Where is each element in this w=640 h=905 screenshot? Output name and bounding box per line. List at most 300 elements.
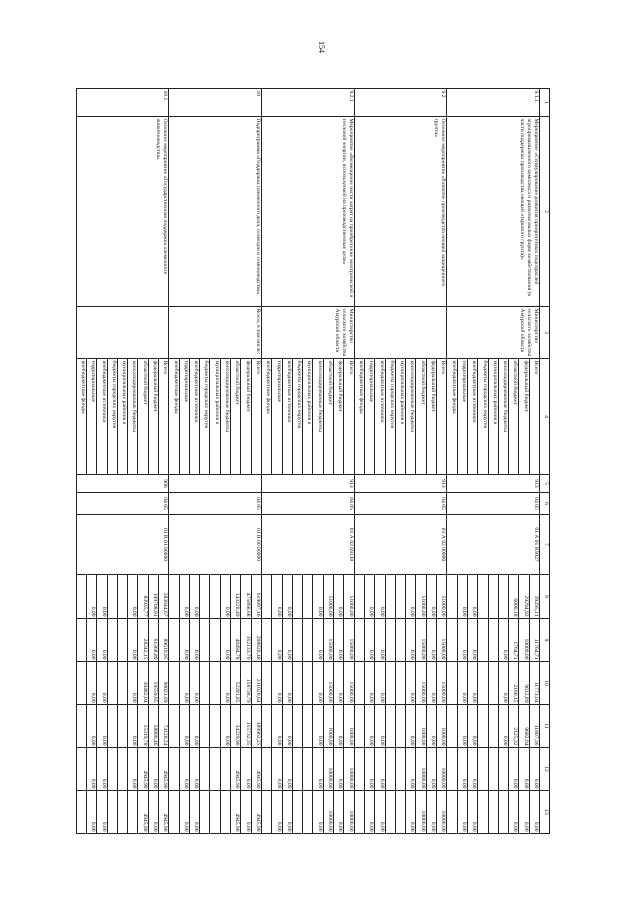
amount-cell: 0,00 [189, 662, 199, 705]
funding-source: областной бюджет [231, 359, 241, 475]
amount-cell: 211020,64 [251, 662, 261, 705]
amount-cell: 619097,16 [251, 575, 261, 619]
item-name: Основное мероприятие «Развитие производства овощей защищенного грунта» [354, 117, 447, 307]
amount-cell [447, 575, 457, 619]
amount-cell: 4945,90 [138, 748, 148, 791]
amount-cell: 0,00 [179, 662, 189, 705]
amount-cell: 74120,24 [159, 705, 169, 748]
funding-source: федеральный бюджет [241, 359, 251, 475]
amount-cell: 0,00 [86, 748, 96, 791]
col-header: 10 [540, 662, 550, 705]
amount-cell: 51000,00 [344, 575, 354, 619]
amount-cell [354, 748, 364, 791]
amount-cell: 2125,32 [509, 705, 519, 748]
amount-cell: 0,00 [426, 705, 436, 748]
amount-cell [447, 619, 457, 662]
amount-cell [292, 575, 302, 619]
amount-cell [385, 662, 395, 705]
amount-cell: 1000,00 [344, 705, 354, 748]
amount-cell [261, 575, 271, 619]
amount-cell [498, 791, 508, 834]
amount-cell: 0,00 [498, 619, 508, 662]
amount-cell: 0,00 [282, 619, 292, 662]
amount-cell: 0,00 [509, 748, 519, 791]
col-header: 8 [540, 575, 550, 619]
column-number-row [540, 89, 550, 834]
amount-cell: 0,00 [457, 575, 467, 619]
amount-cell: 0,00 [97, 662, 107, 705]
amount-cell: 61368,80 [148, 619, 158, 662]
amount-cell: 0,00 [282, 748, 292, 791]
amount-cell [395, 662, 405, 705]
amount-cell [210, 791, 220, 834]
amount-cell [478, 748, 488, 791]
amount-cell [488, 748, 498, 791]
amount-cell: 0,00 [272, 575, 282, 619]
col-header: 5 [540, 475, 550, 493]
amount-cell [354, 662, 364, 705]
amount-cell [385, 575, 395, 619]
amount-cell [447, 662, 457, 705]
funding-source: федеральный бюджет [148, 359, 158, 475]
amount-cell [395, 705, 405, 748]
funding-source: федеральный бюджет [519, 359, 529, 475]
amount-cell: 0,00 [334, 619, 344, 662]
amount-cell: 0,00 [189, 619, 199, 662]
item-name: Мероприятие «Возмещение части затрат на приобретение электрической и тепловой энергии, используемой на производственные цели» [261, 117, 354, 307]
funding-source: бюджеты городских округов [292, 359, 302, 475]
amount-cell: 9612,89 [519, 662, 529, 705]
amount-cell: 0,00 [529, 748, 539, 791]
amount-cell: 28242,15 [138, 619, 148, 662]
amount-cell [498, 575, 508, 619]
col-header: 13 [540, 791, 550, 834]
col-header: 6 [540, 493, 550, 515]
amount-cell: 0,00 [220, 619, 230, 662]
funding-source: областной бюджет [138, 359, 148, 475]
amount-cell [447, 705, 457, 748]
amount-cell [488, 575, 498, 619]
amount-cell: 0,00 [406, 619, 416, 662]
amount-cell [478, 662, 488, 705]
amount-cell [76, 705, 86, 748]
amount-cell [107, 575, 117, 619]
amount-cell: 0,00 [313, 705, 323, 748]
grbs-code: 913 [261, 475, 354, 493]
funding-source: консолидированные бюджеты [498, 359, 508, 475]
amount-cell: 10000,00 [416, 748, 426, 791]
funding-source: территориальные [86, 359, 96, 475]
amount-cell [128, 791, 138, 834]
executor: Всего, в том числе: [169, 307, 262, 359]
amount-cell: 0,00 [467, 575, 477, 619]
amount-cell: 162133,70 [241, 619, 251, 662]
amount-cell [200, 705, 210, 748]
amount-cell: 0,00 [498, 662, 508, 705]
amount-cell: 39295,11 [529, 575, 539, 619]
executor: Министерство сельского хозяйства Амурской области [447, 307, 540, 359]
amount-cell [261, 619, 271, 662]
amount-cell: 1000,00 [416, 705, 426, 748]
amount-cell [117, 748, 127, 791]
amount-cell: 2160,15 [509, 662, 519, 705]
amount-cell: 0,00 [364, 748, 374, 791]
rotated-table-frame [79, 88, 550, 833]
amount-cell: 1000,00 [437, 705, 447, 748]
amount-cell [210, 662, 220, 705]
amount-cell: 51000,00 [437, 575, 447, 619]
amount-cell: 0,00 [220, 662, 230, 705]
funding-source: Всего [159, 359, 169, 475]
col-header: 1 [540, 89, 550, 117]
amount-cell [488, 662, 498, 705]
amount-cell: 83935,77 [138, 575, 148, 619]
amount-cell [107, 619, 117, 662]
amount-cell: 4945,90 [251, 748, 261, 791]
funding-source: консолидированные бюджеты [406, 359, 416, 475]
amount-cell: 0,00 [457, 748, 467, 791]
funding-source: Всего [344, 359, 354, 475]
rzpr-code: 04 05 [447, 493, 540, 515]
amount-cell: 0,00 [406, 705, 416, 748]
amount-cell: 0,00 [97, 791, 107, 834]
amount-cell: 0,00 [457, 619, 467, 662]
amount-cell: 0,00 [334, 662, 344, 705]
amount-cell: 0,00 [467, 662, 477, 705]
amount-cell [303, 575, 313, 619]
amount-cell: 0,00 [313, 575, 323, 619]
amount-cell: 90021,69 [159, 662, 169, 705]
amount-cell: 0,00 [97, 705, 107, 748]
budget-table-sheet [79, 88, 550, 833]
amount-cell [107, 791, 117, 834]
col-header: 11 [540, 705, 550, 748]
funding-source: консолидированные бюджеты [220, 359, 230, 475]
funding-source: муниципальных районов и [210, 359, 220, 475]
funding-source: внебюджетные источники [467, 359, 477, 475]
grbs-code: 906 [76, 475, 169, 493]
csr-code: 01 А 01 R5027 [447, 515, 540, 575]
amount-cell [261, 748, 271, 791]
rzpr-code: 04 05 [76, 493, 169, 515]
amount-cell: 0,00 [272, 662, 282, 705]
amount-cell: 0,00 [97, 619, 107, 662]
amount-cell: 34229,90 [231, 705, 241, 748]
amount-cell: 0,00 [313, 791, 323, 834]
amount-cell [385, 705, 395, 748]
amount-cell [354, 575, 364, 619]
funding-source: территориальные [179, 359, 189, 475]
amount-cell: 0,00 [406, 748, 416, 791]
amount-cell: 0,00 [364, 575, 374, 619]
amount-cell [107, 662, 117, 705]
amount-cell: 10000,00 [323, 748, 333, 791]
amount-cell: 0,00 [364, 791, 374, 834]
amount-cell: 0,00 [426, 791, 436, 834]
amount-cell: 0,00 [128, 662, 138, 705]
amount-cell [200, 748, 210, 791]
amount-cell [395, 748, 405, 791]
amount-cell: 0,00 [179, 575, 189, 619]
amount-cell [354, 705, 364, 748]
table-row [529, 89, 539, 834]
amount-cell: 189962,25 [251, 705, 261, 748]
amount-cell: 0,00 [282, 791, 292, 834]
csr-code: 01 А 02 69130 [261, 515, 354, 575]
amount-cell [76, 748, 86, 791]
amount-cell: 0,00 [189, 748, 199, 791]
amount-cell: 0,00 [467, 748, 477, 791]
amount-cell: 0,00 [128, 575, 138, 619]
amount-cell [107, 748, 117, 791]
table-row [159, 89, 169, 834]
amount-cell: 10000,00 [323, 791, 333, 834]
grbs-code: 913 [354, 475, 447, 493]
amount-cell: 0,00 [128, 705, 138, 748]
col-header: 4 [540, 359, 550, 475]
amount-cell: 158738,79 [241, 662, 251, 705]
amount-cell: 4945,90 [138, 791, 148, 834]
amount-cell [169, 748, 179, 791]
amount-cell: 29294,93 [519, 575, 529, 619]
amount-cell: 0,00 [128, 748, 138, 791]
item-name: Мероприятие «Стимулирование развития приоритетных подотраслей агропромышленного комплекса и развития малых форм хозяйствования (в части поддержки производства овощей открытого грунта)» [447, 117, 540, 307]
amount-cell: 89610,95 [159, 619, 169, 662]
amount-cell: 0,00 [519, 748, 529, 791]
col-header: 7 [540, 515, 550, 575]
funding-source: внебюджетные фонды [354, 359, 364, 475]
amount-cell [169, 705, 179, 748]
amount-cell: 0,00 [189, 791, 199, 834]
funding-source: федеральный бюджет [334, 359, 344, 475]
item-name: Основное мероприятие «Государственная поддержка племенного животноводства» [76, 117, 169, 307]
amount-cell: 15000,00 [344, 619, 354, 662]
amount-cell: 0,00 [148, 791, 158, 834]
amount-cell [292, 619, 302, 662]
amount-cell: 0,00 [498, 705, 508, 748]
table-row [437, 89, 447, 834]
amount-cell: 0,00 [467, 705, 477, 748]
amount-cell: 10000,00 [344, 791, 354, 834]
funding-source: Всего [251, 359, 261, 475]
executor: Министерство сельского хозяйства Амурской области [261, 307, 354, 359]
funding-source: внебюджетные фонды [261, 359, 271, 475]
amount-cell: 0,00 [457, 705, 467, 748]
amount-cell [76, 791, 86, 834]
amount-cell: 0,00 [179, 619, 189, 662]
amount-cell: 0,00 [375, 791, 385, 834]
funding-source: консолидированные бюджеты [313, 359, 323, 475]
amount-cell [303, 662, 313, 705]
rzpr-code: 04 05 [169, 493, 262, 515]
amount-cell: 46494,78 [231, 619, 241, 662]
amount-cell: 0,00 [179, 705, 189, 748]
item-number: 9.2.1 [261, 89, 354, 117]
amount-cell: 0,00 [86, 662, 96, 705]
page-number: 154 [317, 41, 326, 53]
amount-cell [447, 791, 457, 834]
amount-cell [200, 575, 210, 619]
funding-source: Всего [437, 359, 447, 475]
amount-cell: 0,00 [86, 575, 96, 619]
amount-cell: 15000,00 [323, 619, 333, 662]
funding-source: муниципальных районов и [117, 359, 127, 475]
amount-cell: 0,00 [86, 791, 96, 834]
amount-cell [292, 748, 302, 791]
funding-source: внебюджетные фонды [169, 359, 179, 475]
amount-cell: 0,00 [364, 705, 374, 748]
amount-cell [303, 791, 313, 834]
amount-cell: 0,00 [467, 619, 477, 662]
grbs-code [169, 475, 262, 493]
amount-cell: 0,00 [457, 791, 467, 834]
funding-source: федеральный бюджет [426, 359, 436, 475]
amount-cell: 0,00 [406, 791, 416, 834]
amount-cell [303, 705, 313, 748]
amount-cell: 0,00 [189, 705, 199, 748]
amount-cell: 0,00 [272, 619, 282, 662]
funding-source: территориальные [272, 359, 282, 475]
amount-cell [210, 748, 220, 791]
amount-cell: 0,00 [179, 748, 189, 791]
amount-cell: 11764,71 [529, 619, 539, 662]
amount-cell [303, 748, 313, 791]
amount-cell: 0,00 [128, 619, 138, 662]
funding-source: консолидированные бюджеты [128, 359, 138, 475]
amount-cell [488, 619, 498, 662]
col-header: 3 [540, 307, 550, 359]
amount-cell: 4945,90 [159, 791, 169, 834]
amount-cell: 0,00 [529, 791, 539, 834]
budget-table [76, 88, 550, 834]
amount-cell: 51000,00 [416, 575, 426, 619]
amount-cell: 0,00 [179, 791, 189, 834]
col-header: 12 [540, 748, 550, 791]
amount-cell [210, 575, 220, 619]
funding-source: территориальные [364, 359, 374, 475]
amount-cell [76, 662, 86, 705]
amount-cell [292, 662, 302, 705]
amount-cell [292, 791, 302, 834]
amount-cell [210, 705, 220, 748]
amount-cell: 475868,68 [241, 575, 251, 619]
amount-cell: 6000,18 [509, 575, 519, 619]
csr-code: 01 В 00 00000 [169, 515, 262, 575]
funding-source: муниципальных районов и [303, 359, 313, 475]
amount-cell [76, 575, 86, 619]
amount-cell: 15319,78 [138, 705, 148, 748]
amount-cell: 0,00 [272, 791, 282, 834]
col-header: 9 [540, 619, 550, 662]
amount-cell: 0,00 [86, 705, 96, 748]
amount-cell [200, 619, 210, 662]
amount-cell: 58800,46 [148, 705, 158, 748]
amount-cell: 51000,00 [323, 575, 333, 619]
amount-cell [488, 791, 498, 834]
amount-cell [395, 791, 405, 834]
amount-cell: 10000,00 [344, 748, 354, 791]
amount-cell: 0,00 [97, 748, 107, 791]
csr-code: 01 В 01 00000 [76, 515, 169, 575]
amount-cell: 0,00 [426, 662, 436, 705]
amount-cell: 0,00 [313, 619, 323, 662]
item-number: 10 [169, 89, 262, 117]
amount-cell: 30482,04 [138, 662, 148, 705]
amount-cell: 59559,65 [148, 662, 158, 705]
amount-cell: 0,00 [467, 791, 477, 834]
amount-cell: 0,00 [334, 791, 344, 834]
amount-cell: 15000,00 [437, 619, 447, 662]
funding-source: внебюджетные источники [97, 359, 107, 475]
amount-cell: 0,00 [426, 748, 436, 791]
amount-cell [385, 619, 395, 662]
funding-source: внебюджетные источники [375, 359, 385, 475]
amount-cell: 0,00 [375, 619, 385, 662]
amount-cell [303, 619, 313, 662]
amount-cell: 0,00 [375, 575, 385, 619]
table-row [251, 89, 261, 834]
amount-cell: 0,00 [334, 705, 344, 748]
amount-cell: 15000,00 [323, 662, 333, 705]
csr-code: 01 А 02 00000 [354, 515, 447, 575]
amount-cell: 10000,00 [437, 748, 447, 791]
amount-cell: 52281,85 [231, 662, 241, 705]
amount-cell [385, 748, 395, 791]
amount-cell: 143228,49 [231, 575, 241, 619]
amount-cell: 0,00 [148, 748, 158, 791]
amount-cell: 15000,00 [437, 662, 447, 705]
amount-cell: 15000,00 [416, 662, 426, 705]
table-row [344, 89, 354, 834]
amount-cell [117, 791, 127, 834]
amount-cell: 283644,67 [159, 575, 169, 619]
amount-cell: 0,00 [241, 791, 251, 834]
amount-cell: 10000,00 [416, 791, 426, 834]
funding-source: бюджеты городских округов [385, 359, 395, 475]
amount-cell [169, 791, 179, 834]
amount-cell [220, 748, 230, 791]
col-header: 2 [540, 117, 550, 307]
amount-cell: 0,00 [364, 662, 374, 705]
amount-cell [261, 705, 271, 748]
amount-cell [498, 748, 508, 791]
amount-cell [447, 748, 457, 791]
amount-cell [354, 791, 364, 834]
amount-cell [261, 791, 271, 834]
amount-cell: 15000,00 [416, 619, 426, 662]
amount-cell: 0,00 [189, 575, 199, 619]
amount-cell: 4945,90 [251, 791, 261, 834]
amount-cell: 0,00 [282, 662, 292, 705]
funding-source: Всего [529, 359, 539, 475]
amount-cell: 199708,91 [148, 575, 158, 619]
funding-source: бюджеты городских округов [478, 359, 488, 475]
funding-source: муниципальных районов и [488, 359, 498, 475]
amount-cell [488, 705, 498, 748]
amount-cell: 0,00 [313, 748, 323, 791]
rzpr-code: 04 05 [354, 493, 447, 515]
funding-source: внебюджетные источники [189, 359, 199, 475]
amount-cell: 0,00 [334, 575, 344, 619]
amount-cell: 0,00 [375, 748, 385, 791]
amount-cell [169, 662, 179, 705]
amount-cell: 0,00 [220, 705, 230, 748]
amount-cell: 208628,48 [251, 619, 261, 662]
amount-cell: 11773,04 [529, 662, 539, 705]
amount-cell: 0,00 [282, 705, 292, 748]
amount-cell [200, 791, 210, 834]
table-body [76, 89, 539, 834]
